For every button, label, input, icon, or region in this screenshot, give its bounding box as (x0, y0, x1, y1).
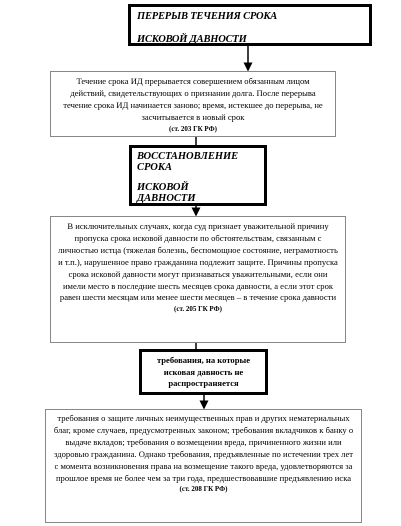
header-restoration (129, 145, 267, 206)
header-restoration-line2: СРОКА (137, 162, 172, 173)
header-interruption-line1: ПЕРЕРЫВ ТЕЧЕНИЯ СРОКА (137, 11, 278, 22)
interruption-description-box (50, 71, 336, 137)
exceptions-description-box (45, 409, 362, 523)
restoration-description-box (50, 216, 346, 343)
exceptions-article-ref: (ст. 208 ГК РФ) (179, 485, 228, 494)
header-exceptions (139, 349, 268, 395)
header-interruption-line2: ИСКОВОЙ ДАВНОСТИ (137, 34, 247, 45)
header-restoration-line3: ИСКОВОЙ (137, 182, 189, 193)
header-exceptions-text: требования, на которые исковая давность не распространяется (156, 355, 251, 388)
restoration-text: В исключительных случаях, когда суд признает уважительной причину пропуска срока исковой давности по обстоятельствам, связанным с личностью истца (тяжелая болезнь, беспомощное состояние, неграмотность и т.п.), нарушенное право гражданина подлежит защите. Причины пропуска срока исковой давности могут признаваться уважительными, если они имели место в последние шесть месяцев срока давности, а если этот срок равен шести месяцам или менее шести месяцев – в течение срока давности (58, 221, 338, 303)
interruption-text: Течение срока ИД прерывается совершением обязанным лицом действий, свидетельствующих о признании долга. После перерыва течение срока ИД начинается заново; время, истекшее до перерыва, не засчитывается в новый срок (63, 76, 323, 122)
header-restoration-line1: ВОССТАНОВЛЕНИЕ (137, 151, 239, 162)
exceptions-text: требования о защите личных неимущественных прав и других нематериальных благ, кроме случаев, предусмотренных законом; требования вкладчиков к банку о выдаче вкладов; требования о возмещении вреда, причиненного жизни или здоровью гражданина. Однако требования, предъявленные по истечении трех лет с момента возникновения права на возмещение такого вреда, удовлетворяются за прошлое время не более чем за три года, предшествовавшие предъявлению иска (53, 413, 354, 483)
restoration-article-ref: (ст. 205 ГК РФ) (174, 305, 222, 314)
header-restoration-line4: ДАВНОСТИ (137, 193, 196, 204)
interruption-article-ref: (ст. 203 ГК РФ) (169, 124, 217, 133)
header-interruption (128, 4, 372, 46)
